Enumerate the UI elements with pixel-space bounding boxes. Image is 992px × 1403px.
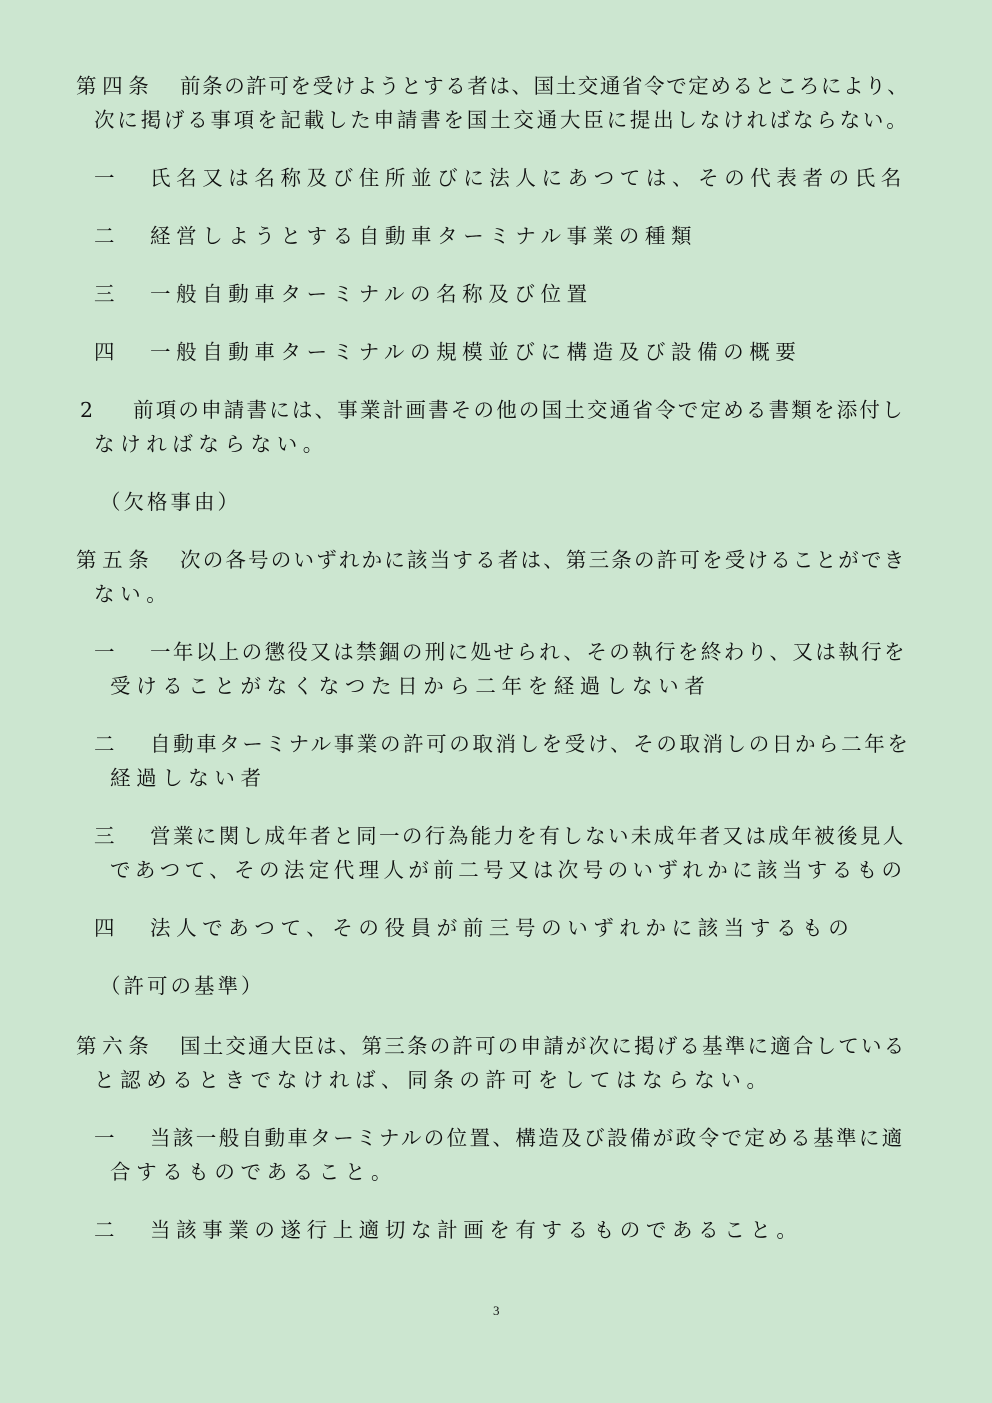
article-6-text-line2: と認めるときでなければ、同条の許可をしてはならない。: [94, 1068, 773, 1092]
article-5-item-3-line2: であつて、その法定代理人が前二号又は次号のいずれかに該当するもの: [110, 858, 907, 882]
article-6-text-line1: 国土交通大臣は、第三条の許可の申請が次に掲げる基準に適合している: [180, 1034, 907, 1058]
article-5-item-3-line1: 営業に関し成年者と同一の行為能力を有しない未成年者又は成年被後見人: [150, 824, 906, 848]
article-5-item-1-line1: 一年以上の懲役又は禁錮の刑に処せられ、その執行を終わり、又は執行を: [150, 640, 907, 664]
article-4-item-3-text: 一般自動車ターミナルの名称及び位置: [150, 282, 593, 306]
article-4-item-4-num: 四: [94, 340, 121, 364]
article-4-heading: [76, 76, 154, 97]
article-4-item-1-num: 一: [94, 166, 121, 190]
article-4-label: 第四条: [76, 74, 155, 98]
article-5-item-2-num: 二: [94, 732, 121, 756]
article-5-caption: （欠格事由）: [100, 490, 241, 514]
article-5-text-line1: 次の各号のいずれかに該当する者は、第三条の許可を受けることができ: [180, 548, 907, 572]
article-4-text-line1: 前条の許可を受けようとする者は、国土交通省令で定めるところにより、: [180, 74, 910, 98]
article-6-item-1-num: 一: [94, 1126, 121, 1150]
article-5-item-3-num: 三: [94, 824, 121, 848]
article-6-item-2-num: 二: [94, 1218, 121, 1242]
article-5-label: 第五条: [76, 548, 155, 572]
article-4-item-2-text: 経営しようとする自動車ターミナル事業の種類: [150, 224, 698, 248]
article-5-item-1-num: 一: [94, 640, 121, 664]
article-4-item-4-text: 一般自動車ターミナルの規模並びに構造及び設備の概要: [150, 340, 802, 364]
article-4-item-1-text: 氏名又は名称及び住所並びに法人にあつては、その代表者の氏名: [150, 166, 907, 190]
article-4-item-2-num: 二: [94, 224, 121, 248]
article-4-item-3-num: 三: [94, 282, 121, 306]
page-number: 3: [493, 1303, 500, 1318]
article-4-paragraph-2-num: 2: [80, 398, 99, 422]
article-5-item-1-line2: 受けることがなくなつた日から二年を経過しない者: [110, 674, 711, 698]
article-5-item-4-num: 四: [94, 916, 121, 940]
article-4-text-line2: 次に掲げる事項を記載した申請書を国土交通大臣に提出しなければならない。: [94, 108, 910, 132]
article-6-item-1-line1: 当該一般自動車ターミナルの位置、構造及び設備が政令で定める基準に適: [150, 1126, 905, 1150]
article-4-paragraph-2-line2: なければならない。: [94, 432, 329, 456]
article-4-paragraph-2-line1: 前項の申請書には、事業計画書その他の国土交通省令で定める書類を添付し: [133, 398, 905, 422]
article-6-item-1-line2: 合するものであること。: [110, 1160, 398, 1184]
article-6-caption: （許可の基準）: [100, 974, 265, 998]
article-5-item-2-line1: 自動車ターミナル事業の許可の取消しを受け、その取消しの日から二年を: [150, 732, 911, 756]
article-5-item-4-text: 法人であつて、その役員が前三号のいずれかに該当するもの: [150, 916, 855, 940]
article-6-item-2-text: 当該事業の遂行上適切な計画を有するものであること。: [150, 1218, 803, 1242]
article-5-item-2-line2: 経過しない者: [110, 766, 267, 790]
article-6-label: 第六条: [76, 1034, 155, 1058]
article-5-text-line2: ない。: [94, 582, 173, 606]
